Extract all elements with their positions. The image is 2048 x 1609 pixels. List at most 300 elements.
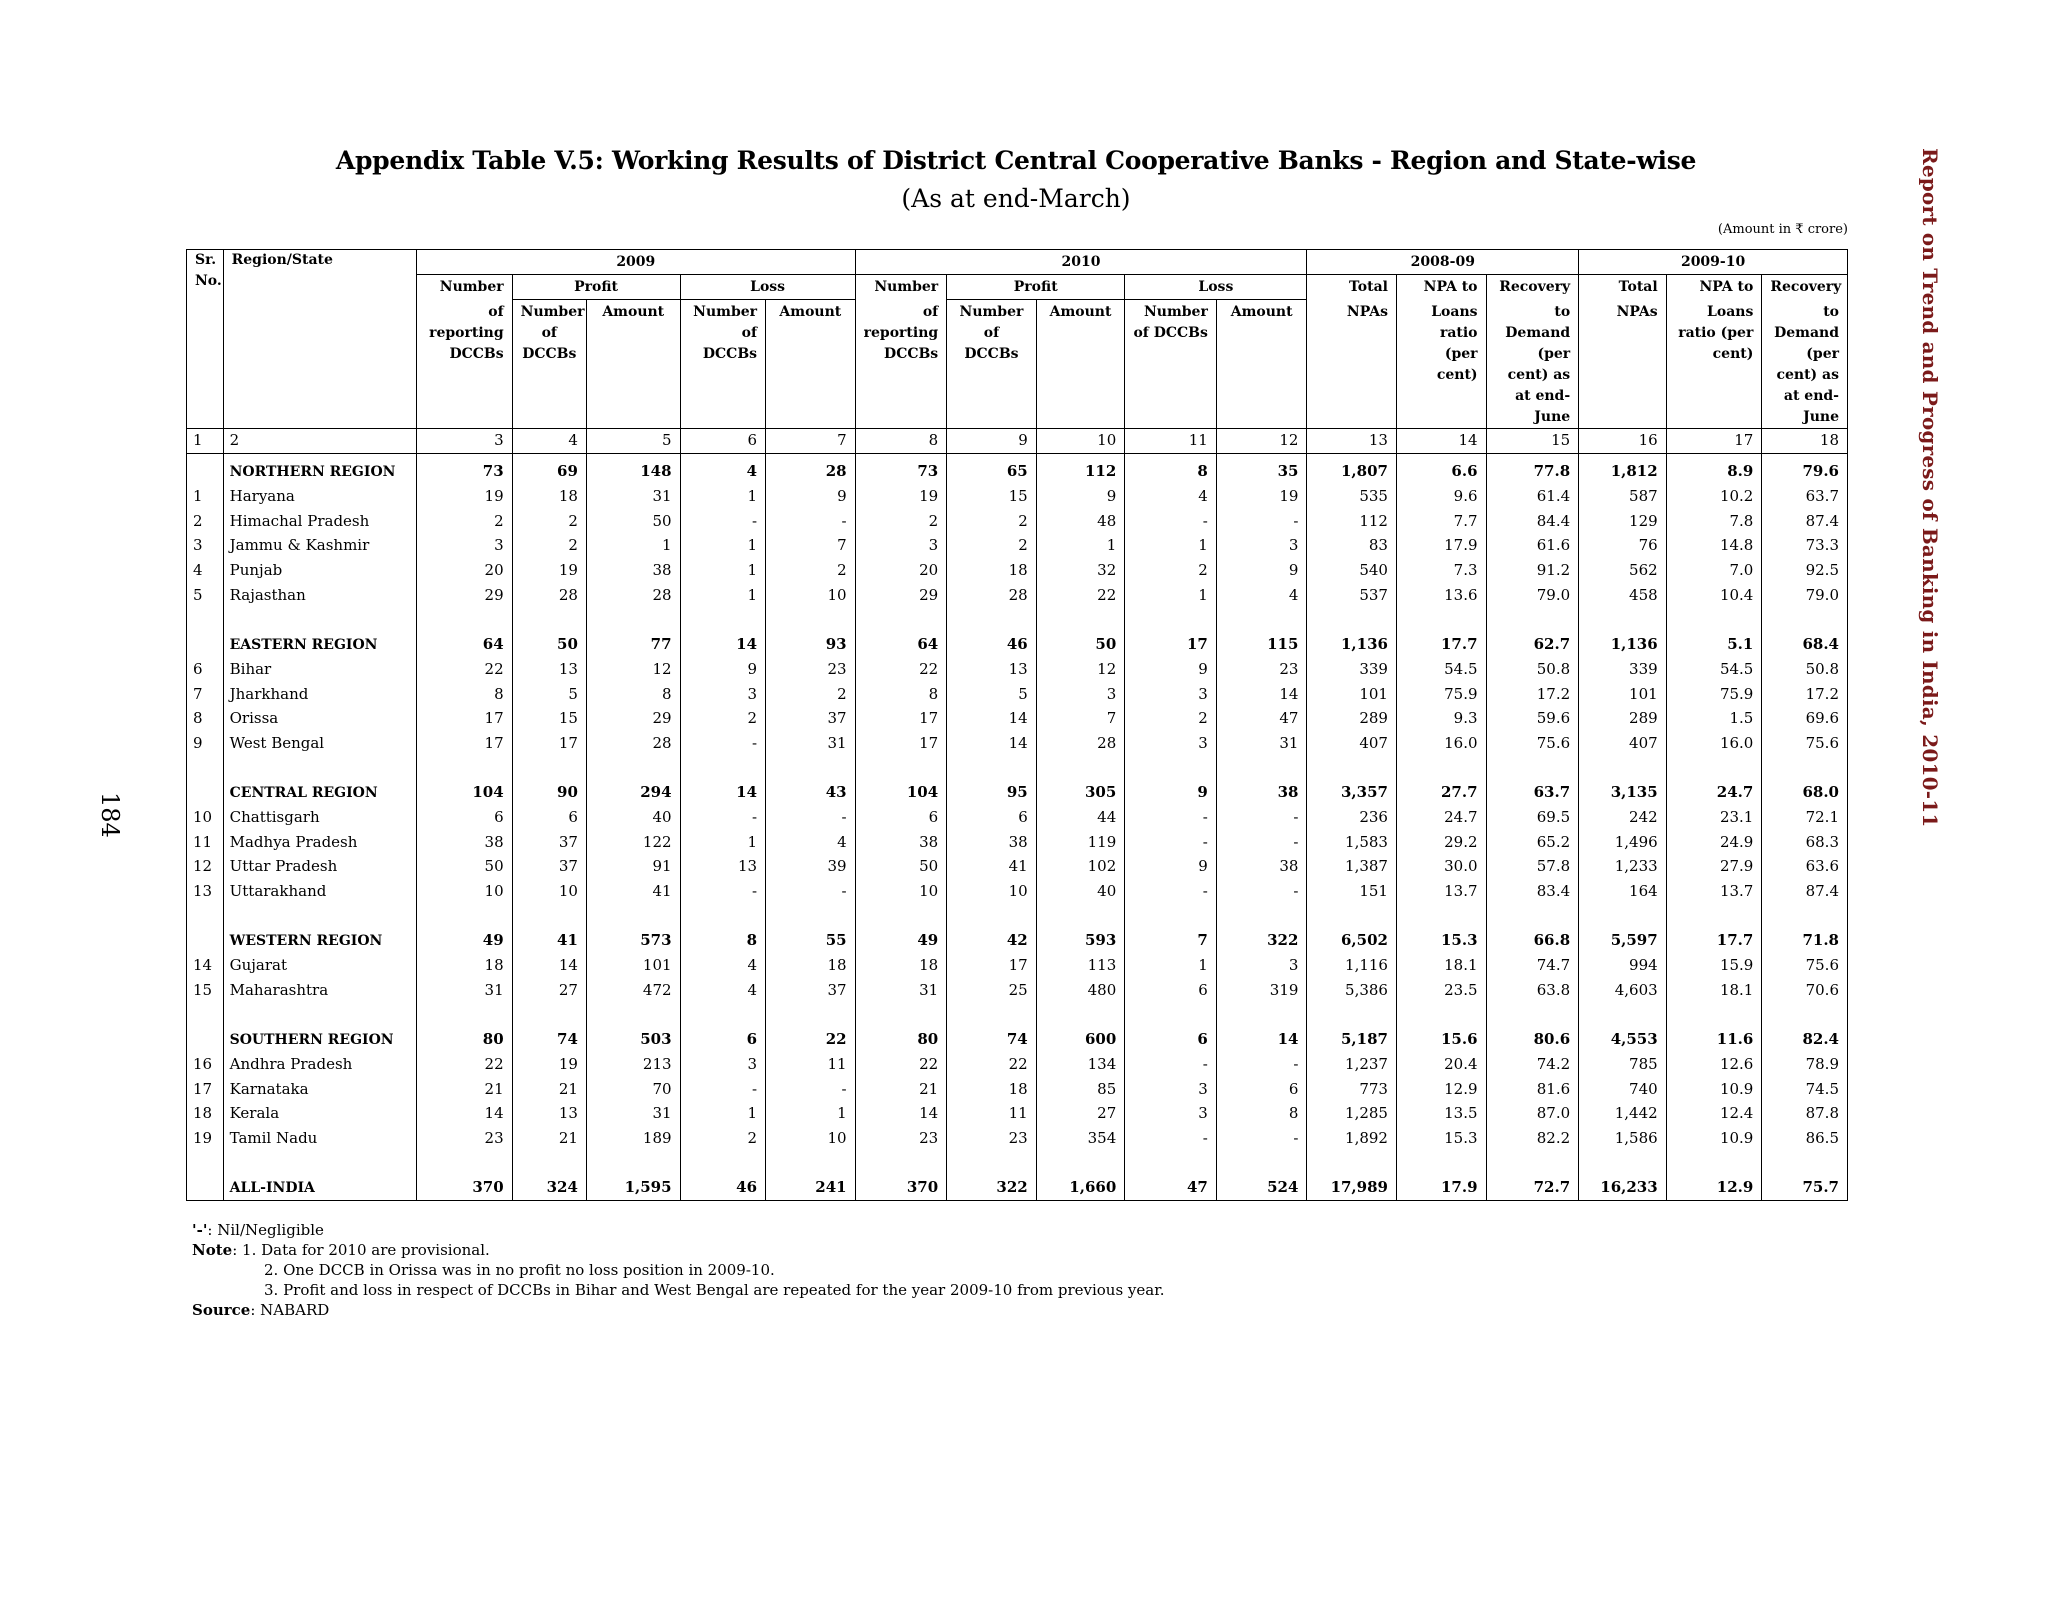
header-npas: NPAs	[1579, 300, 1667, 429]
value-cell: 50.8	[1486, 657, 1579, 682]
value-cell: 37	[512, 830, 586, 855]
value-cell: -	[680, 879, 765, 904]
region-name: EASTERN REGION	[223, 632, 416, 657]
value-cell: 13	[512, 657, 586, 682]
region-name: NORTHERN REGION	[223, 453, 416, 484]
value-cell: 61.4	[1486, 484, 1579, 509]
column-number: 13	[1307, 428, 1397, 453]
sr-cell	[187, 453, 224, 484]
value-cell: 3	[1036, 682, 1125, 707]
value-cell: 294	[586, 780, 680, 805]
spacer-row	[187, 756, 1848, 781]
value-cell: 23	[766, 657, 856, 682]
value-cell: 38	[1216, 780, 1307, 805]
empty-cell	[680, 1151, 765, 1176]
value-cell: 78.9	[1762, 1052, 1848, 1077]
column-number: 1	[187, 428, 224, 453]
value-cell: 12.4	[1666, 1101, 1762, 1126]
nil-text: : Nil/Negligible	[207, 1221, 324, 1239]
header-2008-09: 2008-09	[1307, 250, 1579, 275]
value-cell: 10.2	[1666, 484, 1762, 509]
value-cell: 322	[947, 1175, 1037, 1200]
empty-cell	[1036, 756, 1125, 781]
value-cell: 480	[1036, 978, 1125, 1003]
value-cell: 562	[1579, 558, 1667, 583]
empty-cell	[947, 1151, 1037, 1176]
header-total: Total	[1579, 275, 1667, 300]
value-cell: 27	[512, 978, 586, 1003]
value-cell: 49	[416, 929, 512, 954]
value-cell: 6	[855, 805, 947, 830]
empty-cell	[512, 1151, 586, 1176]
value-cell: 1	[1125, 583, 1217, 608]
note-label: Note	[192, 1241, 233, 1259]
value-cell: 1,595	[586, 1175, 680, 1200]
value-cell: 3,135	[1579, 780, 1667, 805]
value-cell: -	[1125, 879, 1217, 904]
value-cell: 740	[1579, 1077, 1667, 1102]
empty-cell	[586, 608, 680, 633]
empty-cell	[1579, 904, 1667, 929]
value-cell: 2	[766, 558, 856, 583]
value-cell: 151	[1307, 879, 1397, 904]
empty-cell	[680, 756, 765, 781]
value-cell: 43	[766, 780, 856, 805]
value-cell: 14	[416, 1101, 512, 1126]
column-number: 3	[416, 428, 512, 453]
value-cell: 13.7	[1666, 879, 1762, 904]
value-cell: 22	[855, 1052, 947, 1077]
empty-cell	[766, 1003, 856, 1028]
value-cell: 6	[1125, 1027, 1217, 1052]
column-number-row	[187, 428, 1848, 453]
value-cell: 20.4	[1396, 1052, 1486, 1077]
region-name: WESTERN REGION	[223, 929, 416, 954]
value-cell: 55	[766, 929, 856, 954]
value-cell: 370	[416, 1175, 512, 1200]
value-cell: 54.5	[1666, 657, 1762, 682]
value-cell: 44	[1036, 805, 1125, 830]
value-cell: 129	[1579, 509, 1667, 534]
value-cell: 75.6	[1486, 731, 1579, 756]
value-cell: 1	[680, 558, 765, 583]
value-cell: 57.8	[1486, 855, 1579, 880]
value-cell: 75.6	[1762, 731, 1848, 756]
value-cell: 4,603	[1579, 978, 1667, 1003]
state-name: Haryana	[223, 484, 416, 509]
header-reporting-dccbs: of reporting DCCBs	[416, 300, 512, 429]
value-cell: 9	[1125, 657, 1217, 682]
value-cell: 1	[1036, 534, 1125, 559]
empty-cell	[1396, 904, 1486, 929]
empty-cell	[1125, 756, 1217, 781]
value-cell: 41	[586, 879, 680, 904]
value-cell: 59.6	[1486, 706, 1579, 731]
value-cell: 14	[947, 731, 1037, 756]
value-cell: 2	[680, 1126, 765, 1151]
value-cell: 18	[855, 953, 947, 978]
value-cell: 50	[855, 855, 947, 880]
value-cell: 4	[680, 978, 765, 1003]
value-cell: 5.1	[1666, 632, 1762, 657]
value-cell: 15.6	[1396, 1027, 1486, 1052]
value-cell: 7.8	[1666, 509, 1762, 534]
header-recovery: Recovery	[1762, 275, 1848, 300]
value-cell: 29	[416, 583, 512, 608]
value-cell: -	[766, 1077, 856, 1102]
header-npas: NPAs	[1307, 300, 1397, 429]
value-cell: 189	[586, 1126, 680, 1151]
state-row	[187, 706, 1848, 731]
state-name: Uttar Pradesh	[223, 855, 416, 880]
value-cell: 322	[1216, 929, 1307, 954]
value-cell: 1,660	[1036, 1175, 1125, 1200]
state-row	[187, 1101, 1848, 1126]
value-cell: 28	[512, 583, 586, 608]
value-cell: 40	[586, 805, 680, 830]
state-name: Andhra Pradesh	[223, 1052, 416, 1077]
value-cell: 23	[855, 1126, 947, 1151]
value-cell: 24.9	[1666, 830, 1762, 855]
note-line-2: 2. One DCCB in Orissa was in no profit no loss position in 2009-10.	[264, 1261, 775, 1279]
value-cell: 63.7	[1762, 484, 1848, 509]
sr-cell: 18	[187, 1101, 224, 1126]
value-cell: 3	[680, 682, 765, 707]
value-cell: 8	[586, 682, 680, 707]
value-cell: 30.0	[1396, 855, 1486, 880]
value-cell: 18.1	[1666, 978, 1762, 1003]
value-cell: 7.3	[1396, 558, 1486, 583]
sr-cell: 1	[187, 484, 224, 509]
value-cell: 28	[947, 583, 1037, 608]
empty-cell	[512, 1003, 586, 1028]
value-cell: 50	[1036, 632, 1125, 657]
value-cell: 91.2	[1486, 558, 1579, 583]
value-cell: 3	[1125, 682, 1217, 707]
column-number: 14	[1396, 428, 1486, 453]
value-cell: 2	[1125, 706, 1217, 731]
value-cell: 10	[855, 879, 947, 904]
value-cell: 122	[586, 830, 680, 855]
note-1-text: : 1. Data for 2010 are provisional.	[232, 1241, 490, 1259]
value-cell: 38	[586, 558, 680, 583]
value-cell: 95	[947, 780, 1037, 805]
value-cell: 213	[586, 1052, 680, 1077]
value-cell: 15	[512, 706, 586, 731]
column-number: 5	[586, 428, 680, 453]
empty-cell	[680, 608, 765, 633]
value-cell: 11	[766, 1052, 856, 1077]
value-cell: 407	[1307, 731, 1397, 756]
value-cell: 9	[680, 657, 765, 682]
value-cell: 38	[416, 830, 512, 855]
value-cell: 46	[947, 632, 1037, 657]
value-cell: 71.8	[1762, 929, 1848, 954]
region-row	[187, 780, 1848, 805]
value-cell: 86.5	[1762, 1126, 1848, 1151]
value-cell: 2	[512, 509, 586, 534]
value-cell: 524	[1216, 1175, 1307, 1200]
empty-cell	[187, 1003, 224, 1028]
value-cell: 17.9	[1396, 1175, 1486, 1200]
empty-cell	[1762, 756, 1848, 781]
value-cell: 6	[512, 805, 586, 830]
value-cell: 3	[855, 534, 947, 559]
value-cell: 6,502	[1307, 929, 1397, 954]
value-cell: 28	[1036, 731, 1125, 756]
value-cell: 319	[1216, 978, 1307, 1003]
empty-cell	[416, 1151, 512, 1176]
value-cell: 503	[586, 1027, 680, 1052]
value-cell: 13.5	[1396, 1101, 1486, 1126]
sr-cell	[187, 1175, 224, 1200]
value-cell: 1	[586, 534, 680, 559]
empty-cell	[1307, 1151, 1397, 1176]
table-subtitle: (As at end-March)	[901, 184, 1131, 213]
sr-cell: 19	[187, 1126, 224, 1151]
header-2009: 2009	[416, 250, 855, 275]
value-cell: 6	[947, 805, 1037, 830]
header-loans-ratio: Loans ratio (per cent)	[1396, 300, 1486, 429]
value-cell: 70	[586, 1077, 680, 1102]
spacer-row	[187, 904, 1848, 929]
value-cell: 23	[1216, 657, 1307, 682]
spacer-row	[187, 1003, 1848, 1028]
empty-cell	[1396, 608, 1486, 633]
value-cell: 63.6	[1762, 855, 1848, 880]
value-cell: 115	[1216, 632, 1307, 657]
header-reporting-dccbs: of reporting DCCBs	[855, 300, 947, 429]
value-cell: 63.8	[1486, 978, 1579, 1003]
state-row	[187, 682, 1848, 707]
value-cell: 2	[855, 509, 947, 534]
value-cell: 17.9	[1396, 534, 1486, 559]
sr-cell: 6	[187, 657, 224, 682]
value-cell: 101	[586, 953, 680, 978]
column-number: 17	[1666, 428, 1762, 453]
value-cell: 535	[1307, 484, 1397, 509]
value-cell: 1	[680, 484, 765, 509]
value-cell: 80.6	[1486, 1027, 1579, 1052]
value-cell: 23	[947, 1126, 1037, 1151]
header-amount: Amount	[766, 300, 856, 429]
empty-cell	[1396, 756, 1486, 781]
empty-cell	[1579, 1151, 1667, 1176]
value-cell: 18.1	[1396, 953, 1486, 978]
value-cell: 10	[416, 879, 512, 904]
value-cell: 23	[416, 1126, 512, 1151]
value-cell: 354	[1036, 1126, 1125, 1151]
empty-cell	[1307, 1003, 1397, 1028]
value-cell: 28	[586, 583, 680, 608]
value-cell: 13	[680, 855, 765, 880]
column-number: 2	[223, 428, 416, 453]
empty-cell	[586, 1151, 680, 1176]
value-cell: 7.7	[1396, 509, 1486, 534]
value-cell: 74.5	[1762, 1077, 1848, 1102]
value-cell: 74.2	[1486, 1052, 1579, 1077]
empty-cell	[1762, 608, 1848, 633]
value-cell: 12	[1036, 657, 1125, 682]
empty-cell	[680, 1003, 765, 1028]
value-cell: 1,807	[1307, 453, 1397, 484]
value-cell: 65.2	[1486, 830, 1579, 855]
value-cell: 54.5	[1396, 657, 1486, 682]
value-cell: 8	[1125, 453, 1217, 484]
value-cell: 370	[855, 1175, 947, 1200]
value-cell: 17.7	[1396, 632, 1486, 657]
value-cell: 289	[1579, 706, 1667, 731]
empty-cell	[855, 904, 947, 929]
empty-cell	[1666, 1151, 1762, 1176]
value-cell: 87.0	[1486, 1101, 1579, 1126]
value-cell: 14	[680, 632, 765, 657]
value-cell: -	[766, 879, 856, 904]
value-cell: 74	[512, 1027, 586, 1052]
value-cell: -	[1216, 830, 1307, 855]
empty-cell	[416, 756, 512, 781]
empty-cell	[223, 756, 416, 781]
value-cell: 773	[1307, 1077, 1397, 1102]
value-cell: 81.6	[1486, 1077, 1579, 1102]
value-cell: 101	[1579, 682, 1667, 707]
empty-cell	[187, 608, 224, 633]
value-cell: 21	[855, 1077, 947, 1102]
value-cell: -	[680, 805, 765, 830]
empty-cell	[586, 756, 680, 781]
value-cell: -	[1216, 1052, 1307, 1077]
value-cell: 324	[512, 1175, 586, 1200]
column-number: 6	[680, 428, 765, 453]
nil-note	[192, 1220, 1165, 1240]
value-cell: 8	[680, 929, 765, 954]
value-cell: 75.9	[1396, 682, 1486, 707]
value-cell: 10	[947, 879, 1037, 904]
empty-cell	[1486, 756, 1579, 781]
value-cell: 17	[416, 706, 512, 731]
sr-cell: 16	[187, 1052, 224, 1077]
value-cell: 6	[416, 805, 512, 830]
value-cell: -	[766, 509, 856, 534]
value-cell: -	[1216, 879, 1307, 904]
empty-cell	[1216, 904, 1307, 929]
value-cell: 68.4	[1762, 632, 1848, 657]
empty-cell	[223, 904, 416, 929]
state-name: Orissa	[223, 706, 416, 731]
value-cell: 63.7	[1486, 780, 1579, 805]
value-cell: 14	[1216, 1027, 1307, 1052]
value-cell: 12.6	[1666, 1052, 1762, 1077]
sr-cell: 11	[187, 830, 224, 855]
value-cell: 37	[766, 706, 856, 731]
value-cell: 14.8	[1666, 534, 1762, 559]
value-cell: 79.0	[1762, 583, 1848, 608]
value-cell: 3	[1216, 953, 1307, 978]
value-cell: 9	[1125, 855, 1217, 880]
value-cell: 31	[766, 731, 856, 756]
value-cell: 1	[680, 534, 765, 559]
state-row	[187, 534, 1848, 559]
value-cell: 35	[1216, 453, 1307, 484]
value-cell: 600	[1036, 1027, 1125, 1052]
value-cell: 37	[766, 978, 856, 1003]
value-cell: 5,187	[1307, 1027, 1397, 1052]
value-cell: -	[1216, 509, 1307, 534]
state-row	[187, 1052, 1848, 1077]
value-cell: 40	[1036, 879, 1125, 904]
state-name: Madhya Pradesh	[223, 830, 416, 855]
value-cell: 38	[1216, 855, 1307, 880]
empty-cell	[1396, 1151, 1486, 1176]
value-cell: 79.0	[1486, 583, 1579, 608]
value-cell: 19	[512, 558, 586, 583]
value-cell: 64	[416, 632, 512, 657]
region-row	[187, 453, 1848, 484]
state-name: Punjab	[223, 558, 416, 583]
value-cell: 75.9	[1666, 682, 1762, 707]
value-cell: -	[1125, 509, 1217, 534]
value-cell: 119	[1036, 830, 1125, 855]
state-row	[187, 953, 1848, 978]
value-cell: 13.7	[1396, 879, 1486, 904]
value-cell: 18	[766, 953, 856, 978]
value-cell: 7	[766, 534, 856, 559]
value-cell: 19	[512, 1052, 586, 1077]
value-cell: 80	[416, 1027, 512, 1052]
value-cell: 22	[855, 657, 947, 682]
value-cell: 112	[1036, 453, 1125, 484]
column-number: 10	[1036, 428, 1125, 453]
value-cell: 16.0	[1396, 731, 1486, 756]
value-cell: 6	[680, 1027, 765, 1052]
value-cell: 87.8	[1762, 1101, 1848, 1126]
empty-cell	[1036, 904, 1125, 929]
value-cell: 1,496	[1579, 830, 1667, 855]
value-cell: 14	[680, 780, 765, 805]
empty-cell	[855, 608, 947, 633]
value-cell: -	[1216, 805, 1307, 830]
value-cell: 87.4	[1762, 509, 1848, 534]
value-cell: 41	[512, 929, 586, 954]
value-cell: 9	[1125, 780, 1217, 805]
empty-cell	[1307, 608, 1397, 633]
value-cell: 1	[680, 1101, 765, 1126]
value-cell: 3	[1216, 534, 1307, 559]
empty-cell	[1125, 904, 1217, 929]
value-cell: 76	[1579, 534, 1667, 559]
value-cell: 236	[1307, 805, 1397, 830]
value-cell: 3	[680, 1052, 765, 1077]
empty-cell	[1579, 608, 1667, 633]
column-number: 15	[1486, 428, 1579, 453]
header-amount: Amount	[1036, 300, 1125, 429]
state-name: Chattisgarh	[223, 805, 416, 830]
value-cell: 15	[947, 484, 1037, 509]
value-cell: 1,116	[1307, 953, 1397, 978]
value-cell: 41	[947, 855, 1037, 880]
value-cell: 77	[586, 632, 680, 657]
value-cell: 2	[680, 706, 765, 731]
region-name: SOUTHERN REGION	[223, 1027, 416, 1052]
value-cell: 17	[1125, 632, 1217, 657]
value-cell: 68.3	[1762, 830, 1848, 855]
value-cell: 17.2	[1486, 682, 1579, 707]
header-number-of-dccbs: Number of DCCBs	[680, 300, 765, 429]
empty-cell	[1125, 1003, 1217, 1028]
state-row	[187, 731, 1848, 756]
value-cell: 112	[1307, 509, 1397, 534]
value-cell: 85	[1036, 1077, 1125, 1102]
